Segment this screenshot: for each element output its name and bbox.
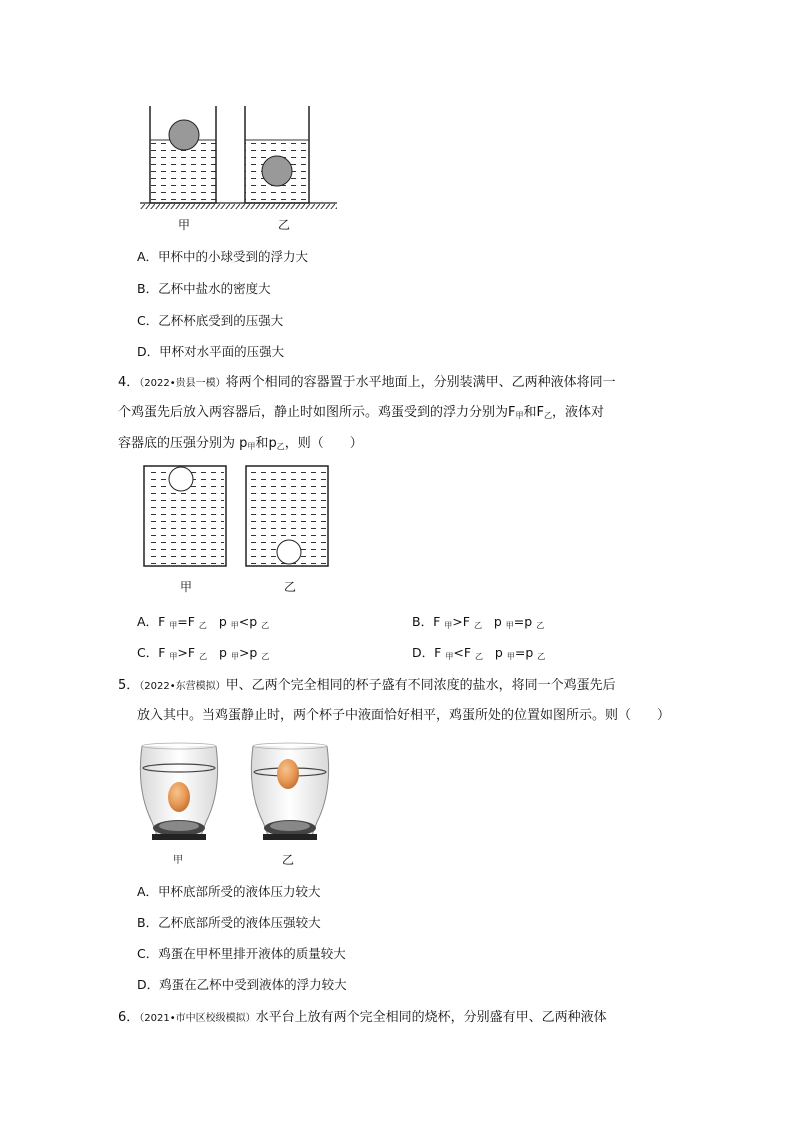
q4-line2 xyxy=(118,404,604,425)
q5-glass-left xyxy=(140,743,217,840)
q4-b-sub3: 甲 xyxy=(505,621,514,630)
q5-line1 xyxy=(118,677,616,696)
q5-option-a: A．甲杯底部所受的液体压力较大 xyxy=(137,884,321,899)
q4-b-F1: F xyxy=(433,614,441,629)
q4-a-rel1: = xyxy=(177,614,188,629)
q4-d-F2: F xyxy=(463,645,472,660)
q4-text-line2-tail: ，液体对 xyxy=(552,405,605,420)
q4-c-p1: p xyxy=(219,645,227,660)
q4-source: （2022•贵县一模） xyxy=(139,378,226,389)
q5-line2: 放入其中。当鸡蛋静止时，两个杯子中液面恰好相平，鸡蛋所处的位置如图所示。则（ ） xyxy=(137,708,671,723)
q4-d-p2: p xyxy=(525,645,534,660)
q4-option-a-letter: A． xyxy=(137,614,159,629)
q5-option-d: D．鸡蛋在乙杯中受到液体的浮力较大 xyxy=(137,977,347,992)
q4-option-c xyxy=(137,644,269,666)
q4-b-sub4: 乙 xyxy=(536,621,545,630)
q4-option-d-letter: D． xyxy=(412,645,435,660)
q4-c-p2: p xyxy=(249,645,258,660)
q4-text-line3: 容器底的压强分别为 xyxy=(118,436,236,451)
q5-option-b: B．乙杯底部所受的液体压强较大 xyxy=(137,915,321,930)
q5-fig-label-right: 乙 xyxy=(281,853,294,867)
q4-a-sub2: 乙 xyxy=(198,621,207,630)
q4-d-F1: F xyxy=(434,645,442,660)
q4-b-sub1: 甲 xyxy=(444,621,453,630)
q5-egg-right xyxy=(277,759,299,789)
fig-top-label-right: 乙 xyxy=(277,218,290,232)
q4-option-b-letter: B． xyxy=(412,614,434,629)
q6-number: 6． xyxy=(118,1010,140,1025)
q4-p-jia: p xyxy=(239,436,248,451)
q4-egg-right xyxy=(277,540,301,564)
q4-a-rel2: < xyxy=(238,614,250,629)
q4-b-rel2: = xyxy=(513,614,525,629)
q4-c-sub1: 甲 xyxy=(169,652,178,661)
q4-b-p2: p xyxy=(524,614,533,629)
prev-option-b: B．乙杯中盐水的密度大 xyxy=(137,281,271,296)
q4-and-2: 和 xyxy=(255,436,269,451)
q4-p-yi: p xyxy=(268,436,277,451)
q5-egg-left xyxy=(168,782,190,812)
q4-c-F2: F xyxy=(187,645,196,660)
q4-c-sub2: 乙 xyxy=(199,652,208,661)
q4-option-c-letter: C． xyxy=(137,645,159,660)
prev-option-a: A．甲杯中的小球受到的浮力大 xyxy=(137,249,309,264)
q4-option-b xyxy=(412,613,544,635)
q4-line3 xyxy=(118,435,363,456)
q4-and-1: 和 xyxy=(523,405,537,420)
q4-F-yi: F xyxy=(536,405,544,420)
container-left xyxy=(150,106,216,203)
q4-a-p1: p xyxy=(218,614,227,629)
q4-d-sub1: 甲 xyxy=(445,652,454,661)
q4-sub-jia: 甲 xyxy=(515,411,524,420)
q4-a-sub1: 甲 xyxy=(169,621,178,630)
q4-text-line3-tail: ，则（ ） xyxy=(284,436,363,451)
q4-c-sub4: 乙 xyxy=(261,652,270,661)
container-right xyxy=(245,106,309,203)
q4-b-rel1: > xyxy=(452,614,463,629)
q4-d-rel1: < xyxy=(453,645,464,660)
q4-sub-yi: 乙 xyxy=(544,411,552,420)
q4-c-rel2: > xyxy=(238,645,250,660)
q5-glass-right xyxy=(251,743,328,840)
prev-option-c: C．乙杯杯底受到的压强大 xyxy=(137,313,284,328)
ball-right xyxy=(262,156,292,186)
q4-c-sub3: 甲 xyxy=(230,652,239,661)
q4-F-jia: F xyxy=(508,405,516,420)
q4-fig-label-right: 乙 xyxy=(283,580,296,594)
q4-a-sub3: 甲 xyxy=(230,621,239,630)
q4-a-p2: p xyxy=(249,614,258,629)
q4-b-p1: p xyxy=(493,614,502,629)
q4-text-line1: 将两个相同的容器置于水平地面上，分别装满甲、乙两种液体将同一 xyxy=(225,375,616,390)
q4-text-line2: 个鸡蛋先后放入两容器后，静止时如图所示。鸡蛋受到的浮力分别为 xyxy=(118,405,509,420)
q4-d-sub3: 甲 xyxy=(506,652,515,661)
q4-b-sub2: 乙 xyxy=(473,621,482,630)
q4-sub-yi-2: 乙 xyxy=(276,442,285,451)
q4-fig-label-left: 甲 xyxy=(179,580,192,594)
q4-container-right xyxy=(246,466,328,566)
q4-a-F2: F xyxy=(187,614,195,629)
ball-left xyxy=(169,120,199,150)
q5-text-line1: 甲、乙两个完全相同的杯子盛有不同浓度的盐水，将同一个鸡蛋先后 xyxy=(225,678,616,693)
q4-option-d xyxy=(412,644,545,666)
q4-option-a xyxy=(137,613,269,635)
q4-d-sub4: 乙 xyxy=(537,652,546,661)
q5-source: （2022•东营模拟） xyxy=(139,681,226,692)
prev-option-d: D．甲杯对水平面的压强大 xyxy=(137,344,285,359)
q6-source: （2021•市中区校级模拟） xyxy=(139,1013,256,1024)
ground xyxy=(140,203,337,209)
q4-d-sub2: 乙 xyxy=(475,652,483,661)
q5-number: 5． xyxy=(118,678,140,693)
q4-container-left xyxy=(144,466,226,566)
fig-top-label-left: 甲 xyxy=(177,218,190,232)
q4-sub-jia-2: 甲 xyxy=(247,442,256,451)
q4-number: 4． xyxy=(118,375,140,390)
q4-egg-left xyxy=(169,467,193,491)
q4-a-F1: F xyxy=(158,614,166,629)
q6-line1 xyxy=(118,1009,607,1028)
q4-d-p1: p xyxy=(494,645,503,660)
q4-c-F1: F xyxy=(158,645,166,660)
q4-c-rel1: > xyxy=(177,645,188,660)
q4-line1 xyxy=(118,374,616,393)
q4-d-rel2: = xyxy=(514,645,526,660)
q6-text-line1: 水平台上放有两个完全相同的烧杯，分别盛有甲、乙两种液体 xyxy=(255,1010,607,1025)
q5-fig-label-left: 甲 xyxy=(173,855,183,866)
q4-b-F2: F xyxy=(462,614,470,629)
q4-a-sub4: 乙 xyxy=(261,621,270,630)
q5-option-c: C．鸡蛋在甲杯里排开液体的质量较大 xyxy=(137,946,346,961)
